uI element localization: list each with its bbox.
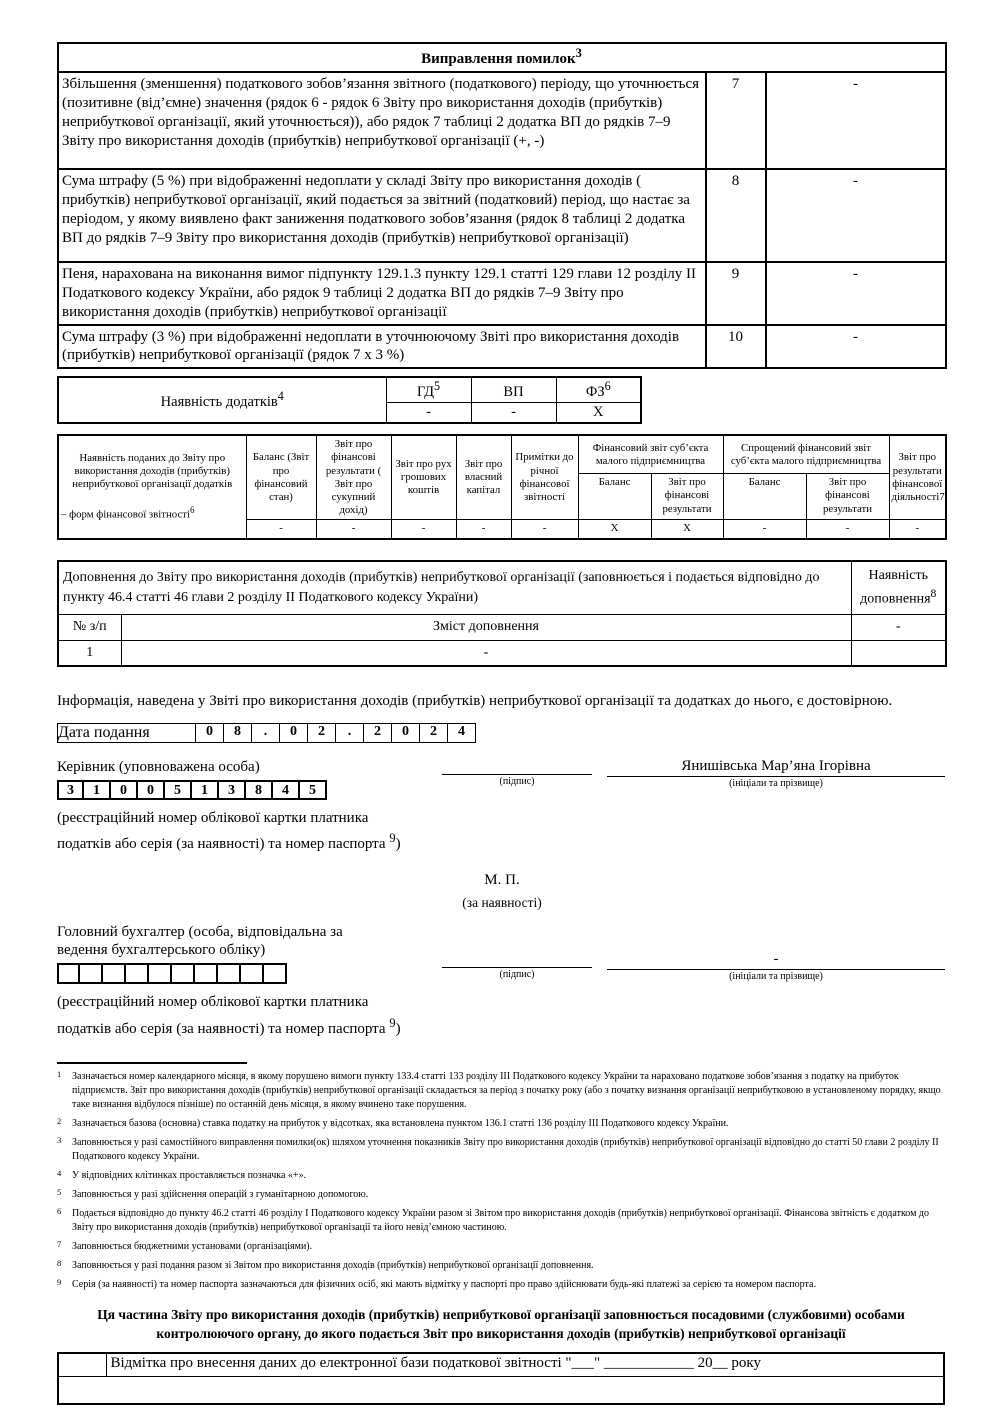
supplement-num-header: № з/п [58, 615, 121, 640]
correction-row-8-text: Сума штрафу (5 %) при відображенні недоплати у складі Звіту про використання доходів ( прибутків) неприбуткової організації, який подається за звітний (податковий) період, що настає за періодом, у якому виявлено факт заниження податкового зобов’язання (рядок 8 таблиці 2 додатка ВП до рядків 7–9 Звіту про використання доходів (прибутків) неприбуткової організації) [58, 169, 706, 262]
director-block [57, 758, 945, 856]
fin-budget-results-value[interactable]: - [889, 520, 946, 539]
supplement-row-number: 1 [58, 640, 121, 666]
correction-row-9-value[interactable]: - [766, 262, 946, 325]
taxid-digit-box[interactable] [80, 963, 103, 984]
taxid-digit-box[interactable]: 0 [138, 780, 165, 800]
accountant-block [57, 923, 945, 1041]
taxid-digit-box[interactable] [57, 963, 80, 984]
attachments-vp-value[interactable]: - [471, 403, 556, 424]
attachments-col-vp-header: ВП [471, 377, 556, 402]
supplement-presence-header: Наявність доповнення$^8$ [851, 561, 946, 615]
footnote-5: 5 Заповнюється у разі здійснення операцій з гуманітарною допомогою. [57, 1187, 369, 1201]
fin-cashflow-value[interactable]: - [391, 520, 456, 539]
footnote-4: 4 У відповідних клітинках проставляється позначка «+». [57, 1168, 307, 1182]
fin-sub-balance2-header: Баланс [723, 474, 806, 520]
corrections-title: Виправлення помилок$^3$ [58, 43, 946, 72]
correction-row-10-value[interactable]: - [766, 325, 946, 369]
fin-finresults-value[interactable]: - [316, 520, 391, 539]
fin-notes-value[interactable]: - [511, 520, 578, 539]
accountant-name[interactable]: - [607, 951, 945, 970]
date-cell[interactable]: 8 [224, 723, 252, 742]
correction-row-7-value[interactable]: - [766, 72, 946, 169]
date-cell[interactable]: 0 [280, 723, 308, 742]
name-caption: (ініціали та прізвище) [729, 970, 823, 982]
correction-row-8-value[interactable]: - [766, 169, 946, 262]
fin-sub-finresults2-header: Звіт про фінансові результати [806, 474, 889, 520]
date-cell[interactable]: 0 [392, 723, 420, 742]
taxid-digit-box[interactable] [218, 963, 241, 984]
correction-row-7-text: Збільшення (зменшення) податкового зобов’язання звітного (податкового) періоду, що уточнюється (позитивне (від’ємне) значення (рядок 6 - рядок 6 Звіту про використання доходів (прибутків) неприбуткової організації, який уточнюється)), або рядок 7 таблиці 2 додатка ВП до рядків 7–9 Звіту про використання доходів (прибутків) неприбуткової організації (+, -) [58, 72, 706, 169]
stamp-note: (за наявності) [462, 894, 542, 910]
taxid-digit-box[interactable]: 8 [246, 780, 273, 800]
footnote-6: 6 Подається відповідно до пункту 46.2 статті 46 розділу I Податкового кодексу України разом зі Звітом про використання доходів (прибутків) неприбуткової організації. Фінансова звітність є додатком до Звіту про використання доходів (прибутків) неприбуткової організації та його невід’ємною частиною. [57, 1206, 930, 1234]
fin-table-label: Наявність поданих до Звіту про використання доходів (прибутків) неприбуткової організації додатків – форм фінансової звітності$^6$ [58, 435, 246, 539]
taxid-digit-box[interactable]: 0 [111, 780, 138, 800]
fin-sub-finresults-header: Звіт про фінансові результати [651, 474, 723, 520]
footnote-7: 7 Заповнюється бюджетними установами (організаціями). [57, 1239, 313, 1253]
taxid-digit-box[interactable] [195, 963, 218, 984]
submission-date-table [57, 723, 476, 743]
attachments-fz-value[interactable]: X [556, 403, 641, 424]
fin-equity-value[interactable]: - [456, 520, 511, 539]
table-row [58, 325, 946, 369]
footnote-1: 1 Зазначається номер календарного місяця, в якому порушено вимоги пункту 133.4 статті 133 розділу III Податкового кодексу України та нараховано податкове зобов’язання з податку на прибуток підприємств. Звіт про використання доходів (прибутків) неприбуткової організації складається за період з початку року (або з початку визнання організації неприбутковою в установленому порядку, якщо таке визнання відбулося пізніше) по останній день місяця, в якому вчинено таке порушення. [57, 1069, 941, 1111]
fin-col-equity-header: Звіт про власний капітал [456, 435, 511, 520]
correction-row-8-code: 8 [706, 169, 766, 262]
fin-balance-value[interactable]: - [246, 520, 316, 539]
taxid-digit-box[interactable]: 5 [165, 780, 192, 800]
stamp-block [397, 872, 607, 911]
table-row [58, 169, 946, 262]
edb-mark-text: Відмітка про внесення даних до електронної бази податкової звітності "___" ____________ 20__ року [106, 1353, 944, 1377]
accuracy-statement: Інформація, наведена у Звіті про використання доходів (прибутків) неприбуткової організації та додатках до нього, є достовірною. [57, 692, 893, 709]
attachments-label: Наявність додатків$^4$ [58, 377, 386, 423]
footnotes [57, 1062, 945, 1292]
fin-group-small-business-header: Фінансовий звіт суб’єкта малого підприємництва [578, 435, 723, 474]
correction-row-10-text: Сума штрафу (3 %) при відображенні недоплати в уточнюючому Звіті про використання доходів (прибутків) неприбуткової організації (рядок 7 х 3 %) [58, 325, 706, 369]
table-row [58, 640, 946, 666]
date-cell[interactable]: 2 [420, 723, 448, 742]
attachments-col-gd-header: $ГД^5$ [386, 377, 471, 402]
submission-date-label: Дата подання [58, 723, 196, 742]
fin-simpl-balance-value[interactable]: - [723, 520, 806, 539]
correction-row-9-text: Пеня, нарахована на виконання вимог підпункту 129.1.3 пункту 129.1 статті 129 глави 12 розділу II Податкового кодексу України, або рядок 9 таблиці 2 додатка ВП до рядків 7–9 Звіту про використання доходів (прибутків) неприбуткової організації [58, 262, 706, 325]
taxid-digit-box[interactable] [126, 963, 149, 984]
taxid-digit-box[interactable]: 4 [273, 780, 300, 800]
table-row [58, 1377, 944, 1404]
date-cell[interactable]: 2 [308, 723, 336, 742]
fin-simpl-finresults-value[interactable]: - [806, 520, 889, 539]
table-row [58, 1353, 944, 1377]
director-reg-note: (реєстраційний номер облікової картки платника податків або серія (за наявності) та номер паспорта $^9$) [57, 809, 401, 853]
table-row [58, 723, 476, 742]
director-signature-line[interactable] [442, 758, 592, 775]
taxid-digit-box[interactable]: 5 [300, 780, 327, 800]
financial-statements-table [57, 434, 947, 540]
stamp-label: М. П. [484, 871, 520, 888]
table-row [58, 262, 946, 325]
supplement-content-header: Зміст доповнення [121, 615, 851, 640]
fin-col-cashflow-header: Звіт про рух грошових коштів [391, 435, 456, 520]
date-cell[interactable]: . [336, 723, 364, 742]
attachments-gd-value[interactable]: - [386, 403, 471, 424]
attachments-col-fz-header: $ФЗ^6$ [556, 377, 641, 402]
footnote-divider [57, 1062, 247, 1064]
fin-group-simplified-header: Спрощений фінансовий звіт суб’єкта малого підприємництва [723, 435, 889, 474]
taxid-digit-box[interactable] [264, 963, 287, 984]
director-name[interactable]: Янишівська Мар’яна Ігорівна [607, 758, 945, 777]
table-row [58, 615, 946, 640]
supplement-row-presence [851, 640, 946, 666]
date-cell[interactable]: . [252, 723, 280, 742]
supplement-presence-value[interactable]: - [851, 615, 946, 640]
accountant-label: Головний бухгалтер (особа, відповідальна за ведення бухгалтерського обліку) [57, 923, 343, 959]
footnote-8: 8 Заповнюється у разі подання разом зі Звітом про використання доходів (прибутків) неприбуткової організації доповнення. [57, 1258, 594, 1272]
fin-col-notes-header: Примітки до річної фінансової звітності [511, 435, 578, 520]
fin-col-balance-header: Баланс (Звіт про фінансовий стан) [246, 435, 316, 520]
accountant-taxid-boxes [57, 963, 417, 984]
taxid-digit-box[interactable] [241, 963, 264, 984]
date-cell[interactable]: 2 [364, 723, 392, 742]
fin-col-budget-results-header: Звіт про результати фінансової діяльності7 [889, 435, 946, 520]
correction-row-10-code: 10 [706, 325, 766, 369]
fin-sub-balance-header: Баланс [578, 474, 651, 520]
taxid-digit-box[interactable]: 1 [192, 780, 219, 800]
taxid-digit-box[interactable] [172, 963, 195, 984]
signature-caption: (підпис) [499, 968, 535, 980]
authority-notice: Ця частина Звіту про використання доходів (прибутків) неприбуткової організації заповнюється посадовими (службовими) особами контролюючого органу, до якого подається Звіт про використання доходів (прибутків) неприбуткової організації [97, 1307, 905, 1341]
edb-mark-empty-row[interactable] [58, 1377, 944, 1404]
taxid-digit-box[interactable] [103, 963, 126, 984]
supplement-description: Доповнення до Звіту про використання доходів (прибутків) неприбуткової організації (заповнюється і подається відповідно до пункту 46.4 статті 46 глави 2 розділу II Податкового кодексу України) [58, 561, 851, 615]
fin-sb-finresults-value[interactable]: X [651, 520, 723, 539]
table-row [58, 72, 946, 169]
date-cell[interactable]: 4 [448, 723, 476, 742]
date-cell[interactable]: 0 [196, 723, 224, 742]
correction-row-7-code: 7 [706, 72, 766, 169]
supplement-table [57, 560, 947, 667]
edb-mark-table [57, 1352, 945, 1405]
footnote-2: 2 Зазначається базова (основна) ставка податку на прибуток у відсотках, яка встановлена пунктом 136.1 статті 136 розділу III Податкового кодексу України. [57, 1116, 729, 1130]
fin-sb-balance-value[interactable]: X [578, 520, 651, 539]
attachments-table [57, 376, 642, 424]
fin-col-finresults-header: Звіт про фінансові результати ( Звіт про сукупний дохід) [316, 435, 391, 520]
accountant-reg-note: (реєстраційний номер облікової картки платника податків або серія (за наявності) та номер паспорта $^9$) [57, 994, 401, 1037]
director-label: Керівник (уповноважена особа) [57, 758, 260, 775]
corrections-table [57, 42, 947, 369]
director-taxid-boxes [57, 780, 417, 800]
taxid-digit-box[interactable] [149, 963, 172, 984]
taxid-digit-box[interactable]: 3 [219, 780, 246, 800]
name-caption: (ініціали та прізвище) [729, 777, 823, 789]
taxid-digit-box[interactable]: 3 [57, 780, 84, 800]
footnote-3: 3 Заповнюється у разі самостійного виправлення помилки(ок) шляхом уточнення показників Звіту про використання доходів (прибутків) неприбуткової організації відповідно до статті 50 глави 2 розділу II Податкового кодексу України. [57, 1135, 939, 1163]
taxid-digit-box[interactable]: 1 [84, 780, 111, 800]
accountant-signature-line[interactable] [442, 951, 592, 968]
correction-row-9-code: 9 [706, 262, 766, 325]
supplement-row-content[interactable]: - [121, 640, 851, 666]
signature-caption: (підпис) [499, 775, 535, 787]
footnote-9: 9 Серія (за наявності) та номер паспорта зазначаються для фізичних осіб, які мають відмітку у паспорті про право здійснювати будь-які платежі за серією та номером паспорта. [57, 1277, 816, 1291]
edb-mark-code-cell[interactable] [58, 1353, 106, 1377]
